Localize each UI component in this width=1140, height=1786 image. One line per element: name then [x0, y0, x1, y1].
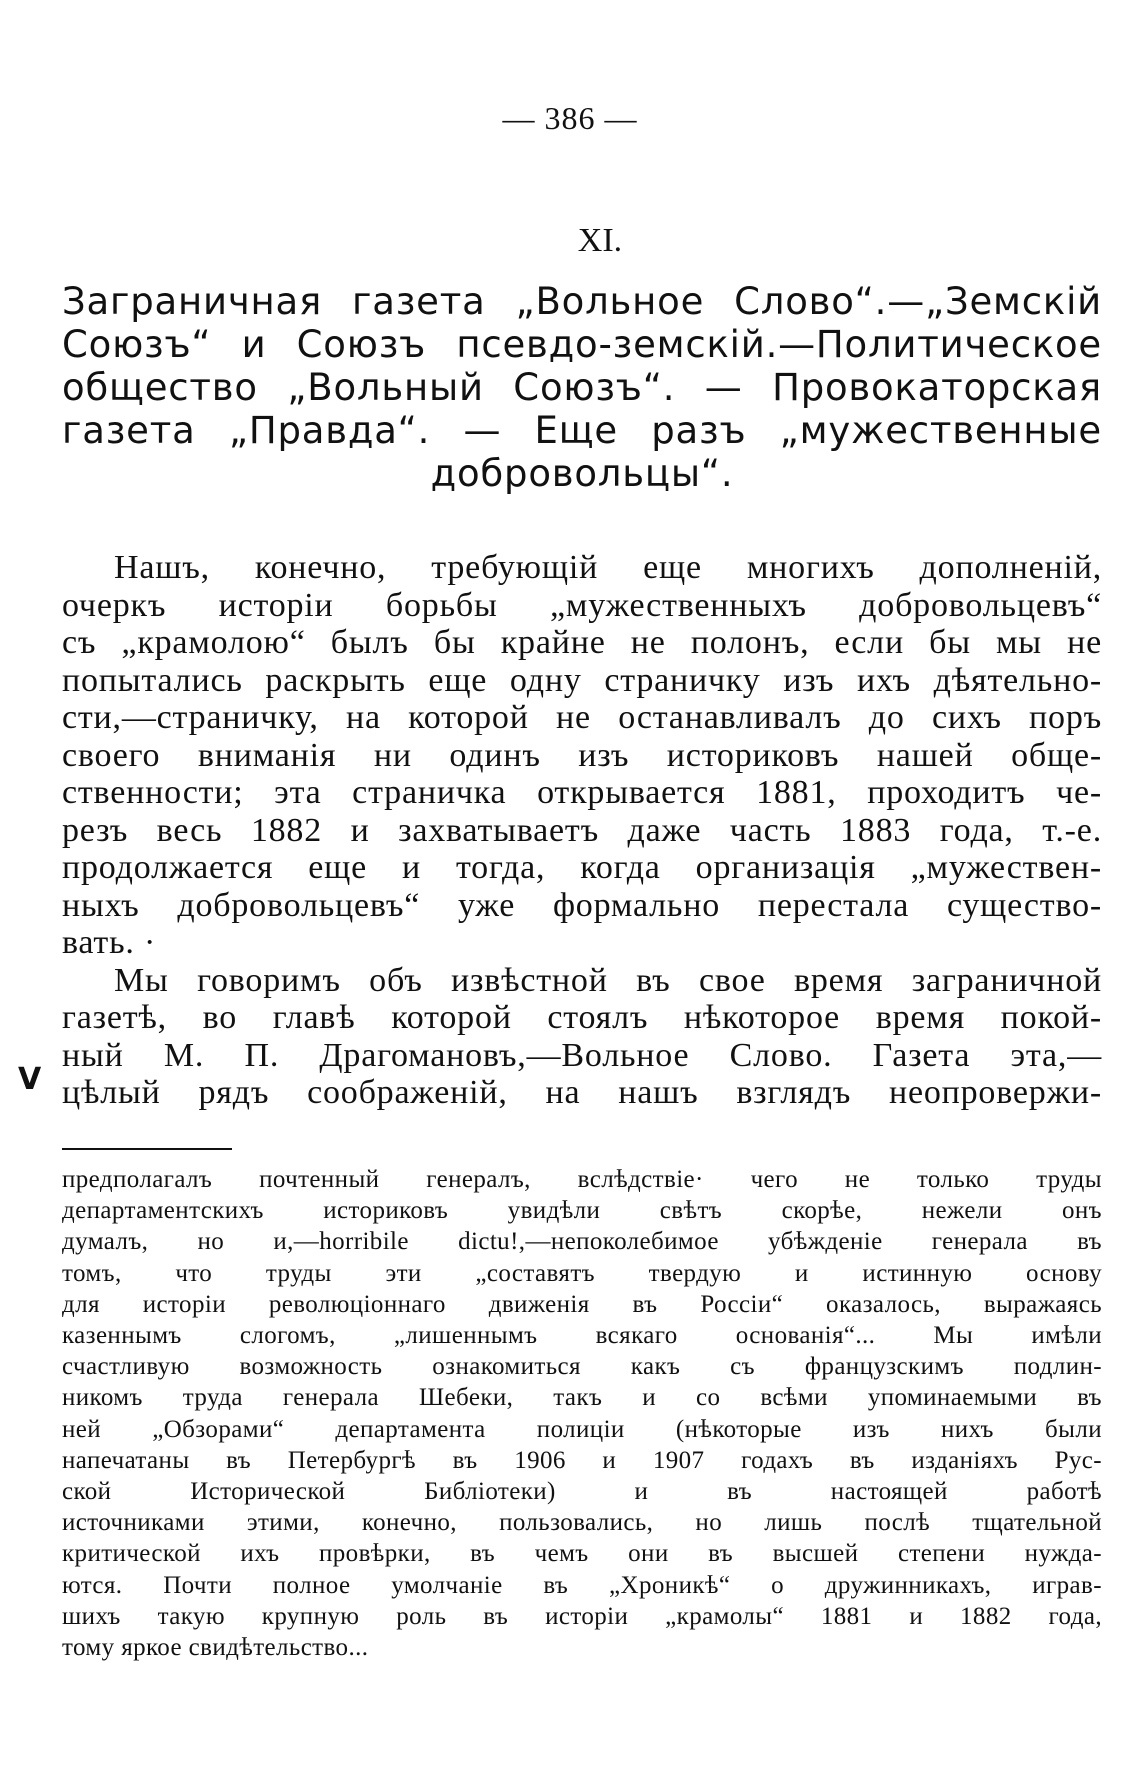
page-number: — 386 — [502, 100, 638, 136]
footnote [62, 1164, 1102, 1663]
footnote-line: ней „Обзорами“ департамента полиціи (нѣкоторые изъ нихъ были [62, 1415, 1102, 1443]
body-line: вать. · [62, 924, 157, 961]
footnote-line: для исторіи революціоннаго движенія въ Россіи“ оказалось, выражаясь [62, 1290, 1102, 1318]
footnote-line: напечатаны въ Петербургѣ въ 1906 и 1907 годахъ въ изданіяхъ Рус- [62, 1446, 1102, 1474]
chapter-title-line: газета „Правда“. — Еще разъ „мужественные [62, 409, 1102, 452]
footnote-line: ются. Почти полное умолчаніе въ „Хроникѣ“ о дружинникахъ, игрaв- [62, 1571, 1102, 1599]
footnote-line: предполагалъ почтенный генералъ, вслѣдствіе· чего не только труды [62, 1166, 1102, 1193]
footnote-rule [62, 1148, 232, 1150]
body-line: Нашъ, конечно, требующій еще многихъ дополненій, [114, 549, 1102, 586]
body-line: ный М. П. Драгомановъ,—Вольное Слово. Газета эта,— [62, 1036, 1102, 1074]
body-line: очеркъ исторіи борьбы „мужественныхъ добровольцевъ“ [62, 586, 1102, 624]
chapter-title-line: Заграничная газета „Вольное Слово“.—„Земскій [62, 280, 1102, 323]
chapter-title-line: Союзъ“ и Союзъ псевдо-земскій.—Политическое [62, 323, 1102, 366]
body-line: ственности; эта страничка открывается 1881, проходитъ че- [62, 774, 1102, 811]
body-line: съ „крамолою“ былъ бы крайне не полонъ, если бы мы не [62, 624, 1102, 661]
chapter-title-line: добровольцы“. [430, 452, 734, 495]
footnote-line: думалъ, но и,—horribile dictu!,—непоколебимое убѣжденіе генерала въ [62, 1228, 1102, 1256]
body-line: резъ весь 1882 и захватываетъ даже часть 1883 года, т.-е. [62, 811, 1102, 849]
chapter-title-line: общество „Вольный Союзъ“. — Провокаторская [62, 366, 1102, 409]
body-line: газетѣ, во главѣ которой стоялъ нѣкоторое время покой- [62, 999, 1102, 1036]
chapter-number: XI. [577, 222, 623, 259]
footnote-line: тому яркое свидѣтельство... [62, 1634, 369, 1662]
footnote-line: шихъ такую крупную роль въ исторіи „крамолы“ 1881 и 1882 года, [62, 1602, 1102, 1630]
body-text [62, 549, 1102, 1112]
body-line: цѣлый рядъ соображеній, на нашъ взглядъ неопровержи- [62, 1074, 1102, 1111]
body-line: Мы говоримъ объ извѣстной въ свое время заграничной [114, 961, 1102, 999]
body-line: своего вниманія ни одинъ изъ историковъ нашей обще- [62, 736, 1102, 774]
chapter-title [62, 280, 1102, 495]
footnote-line: источниками этими, конечно, пользовались, но лишь послѣ тщательной [62, 1509, 1102, 1537]
body-line: сти,—страничку, на которой не останавливалъ до сихъ поръ [62, 699, 1102, 736]
footnote-line: томъ, что труды эти „составятъ твердую и истинную основу [62, 1259, 1102, 1287]
body-line: попытались раскрыть еще одну страничку изъ ихъ дѣятельно- [62, 661, 1102, 699]
footnote-line: счастливую возможность ознакомиться какъ съ французскимъ подлин- [62, 1353, 1102, 1381]
margin-mark: V [18, 1062, 42, 1097]
body-line: ныхъ добровольцевъ“ уже формально перестала существо- [62, 886, 1102, 924]
footnote-line: департаментскихъ историковъ увидѣли свѣтъ скорѣе, нежели онъ [62, 1197, 1102, 1225]
footnote-line: никомъ труда генерала Шебеки, такъ и со всѣми упоминаемыми въ [62, 1384, 1102, 1412]
footnote-line: ской Исторической Библіотеки) и въ настоящей работѣ [62, 1478, 1102, 1506]
body-line: продолжается еще и тогда, когда организація „мужествен- [62, 849, 1102, 886]
footnote-line: казеннымъ слогомъ, „лишеннымъ всякаго основанія“... Мы имѣли [62, 1322, 1102, 1350]
footnote-line: критической ихъ провѣрки, въ чемъ они въ высшей степени нуждa- [62, 1540, 1102, 1568]
